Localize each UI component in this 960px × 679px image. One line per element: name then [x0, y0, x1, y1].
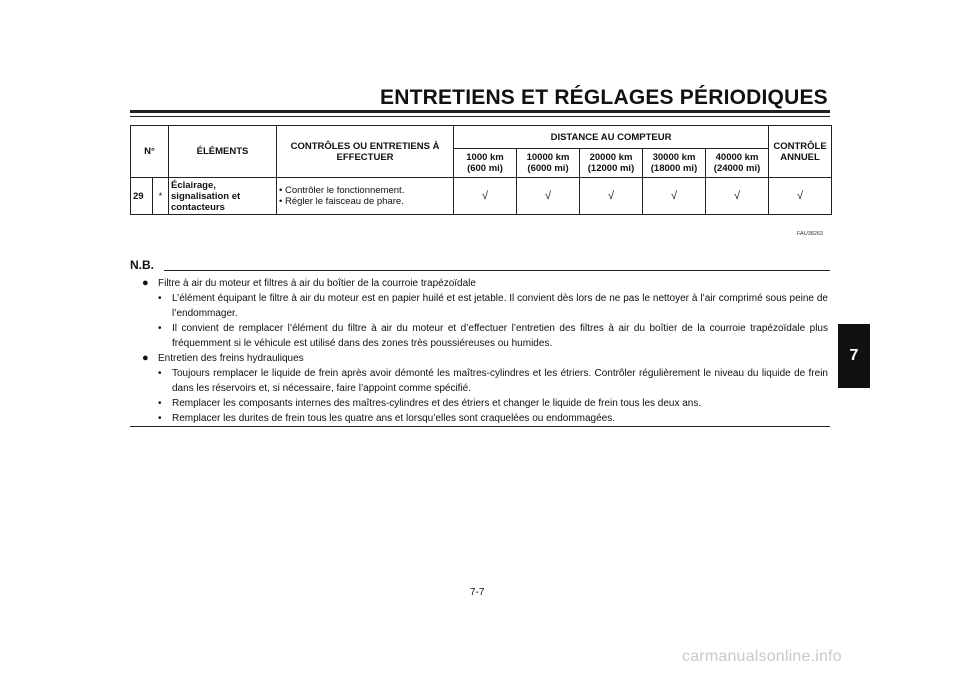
col-header-elements: ÉLÉMENTS — [169, 126, 277, 178]
bullet-icon: ● — [142, 352, 149, 364]
watermark: carmanualsonline.info — [682, 648, 842, 665]
row-star: * — [153, 178, 169, 215]
distance-header: 40000 km (24000 mi) — [706, 149, 769, 178]
note-item: • Il convient de remplacer l’élément du filtre à air du moteur et d’effectuer l’entretien des filtres à air du boîtier de la courroie trapézoïdale plus fréquemment si le véhicule est utilisé dans des zones très poussiéreuses ou humides. — [158, 323, 828, 349]
maintenance-table — [130, 125, 832, 215]
note-rule — [164, 270, 830, 271]
row-number: 29 — [131, 178, 153, 215]
bullet-dot-icon: • — [158, 323, 162, 334]
reference-code: FAU38263 — [797, 231, 823, 237]
note-section-title: ● Filtre à air du moteur et filtres à air du boîtier de la courroie trapézoïdale — [142, 277, 476, 289]
note-label: N.B. — [130, 258, 154, 272]
col-header-distance: DISTANCE AU COMPTEUR — [454, 126, 769, 149]
row-checks — [277, 178, 454, 215]
title-rule-thick — [130, 110, 830, 113]
check-item: • Contrôler le fonctionnement. — [279, 185, 451, 196]
check-mark: √ — [580, 178, 643, 215]
check-mark: √ — [643, 178, 706, 215]
row-element: Éclairage, signalisation et contacteurs — [169, 178, 277, 215]
chapter-tab: 7 — [838, 324, 870, 388]
note-body — [142, 276, 828, 426]
check-item: • Régler le faisceau de phare. — [279, 196, 451, 207]
bullet-dot-icon: • — [158, 293, 162, 304]
bullet-dot-icon: • — [158, 413, 162, 424]
check-mark: √ — [769, 178, 832, 215]
bullet-dot-icon: • — [158, 398, 162, 409]
bullet-dot-icon: • — [158, 368, 162, 379]
col-header-num: N° — [131, 126, 169, 178]
bullet-icon: ● — [142, 277, 149, 289]
note-end-rule — [130, 426, 830, 427]
check-mark: √ — [454, 178, 517, 215]
check-mark: √ — [517, 178, 580, 215]
col-header-checks: CONTRÔLES OU ENTRETIENS À EFFECTUER — [277, 126, 454, 178]
note-item: • Toujours remplacer le liquide de frein après avoir démonté les maîtres-cylindres et les étriers. Contrôler régulièrement le niveau du liquide de frein dans les réservoirs et, si nécessaire, faire l’appoint comme spécifié. — [158, 368, 828, 394]
page-number: 7-7 — [470, 587, 485, 598]
note-item: • Remplacer les durites de frein tous les quatre ans et lorsqu’elles sont craquelées ou endommagées. — [158, 413, 616, 424]
title-rule-thin — [130, 116, 830, 117]
check-mark: √ — [706, 178, 769, 215]
note-item: • Remplacer les composants internes des maîtres-cylindres et des étriers et changer le liquide de frein tous les deux ans. — [158, 398, 702, 409]
col-header-annual: CONTRÔLE ANNUEL — [769, 126, 832, 178]
distance-header: 20000 km (12000 mi) — [580, 149, 643, 178]
distance-header: 30000 km (18000 mi) — [643, 149, 706, 178]
note-section-title: ● Entretien des freins hydrauliques — [142, 352, 304, 364]
page-title: ENTRETIENS ET RÉGLAGES PÉRIODIQUES — [380, 86, 828, 109]
note-item: • L’élément équipant le filtre à air du moteur est en papier huilé et est jetable. Il convient dès lors de ne pas le nettoyer à l’air comprimé sous peine de l’endommager. — [158, 293, 828, 319]
distance-header: 10000 km (6000 mi) — [517, 149, 580, 178]
distance-header: 1000 km (600 mi) — [454, 149, 517, 178]
table-row — [131, 178, 832, 215]
